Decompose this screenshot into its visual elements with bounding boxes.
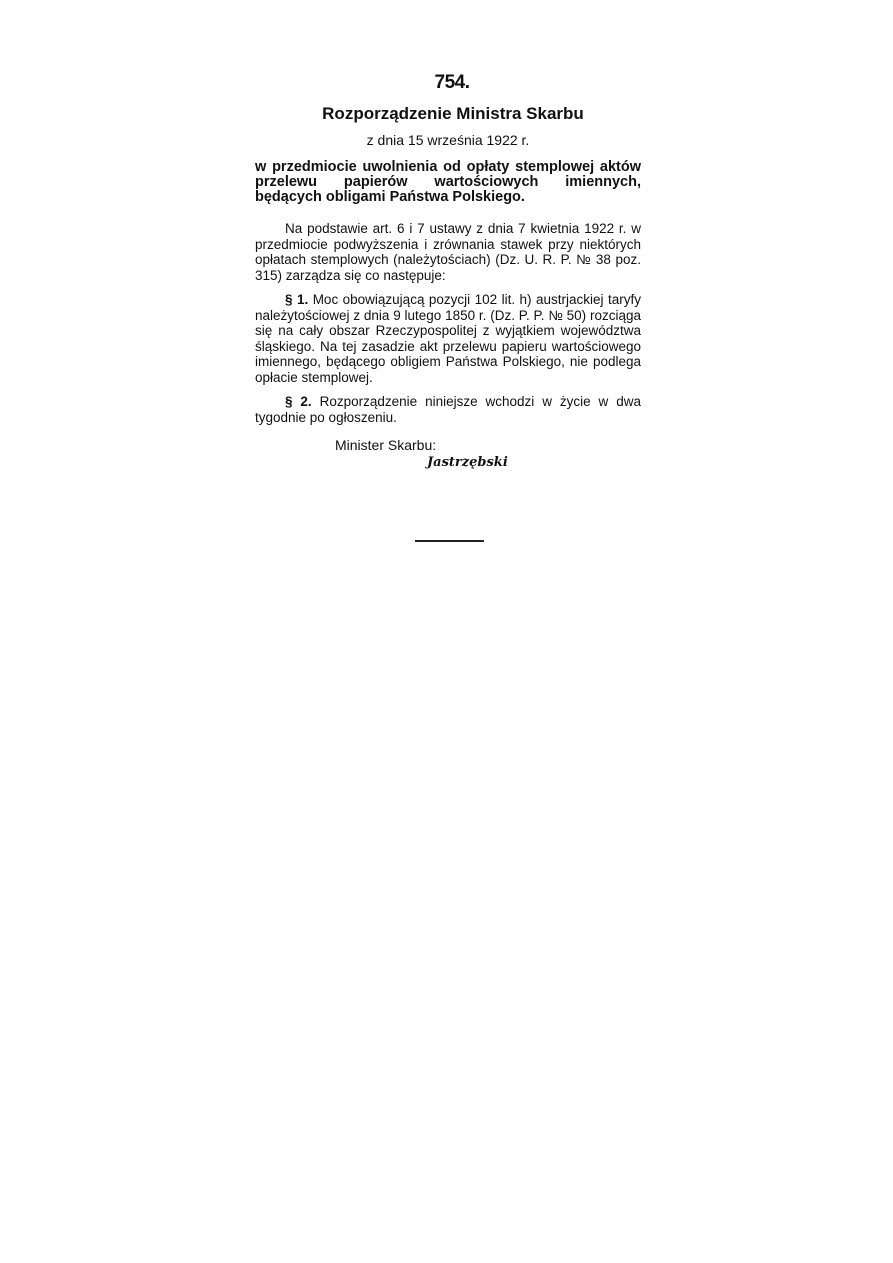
document-date: z dnia 15 września 1922 r. xyxy=(366,132,530,148)
section-2-text: Rozporządzenie niniejsze wchodzi w życie w dwa tygodnie po ogłoszeniu. xyxy=(255,394,641,425)
section-2-paragraph xyxy=(255,394,641,425)
section-2-label: § 2. xyxy=(285,394,312,409)
section-1-paragraph xyxy=(255,292,641,385)
section-1-label: § 1. xyxy=(285,292,309,307)
document-subject: w przedmiocie uwolnienia od opłaty stemplowej aktów przelewu papierów wartościowych imiennych, będących obligami Państwa Polskiego. xyxy=(255,159,641,205)
preamble-paragraph: Na podstawie art. 6 i 7 ustawy z dnia 7 kwietnia 1922 r. w przedmiocie podwyższenia i zrównania stawek przy niektórych opłatach stemplowych (należytościach) (Dz. U. R. P. № 38 poz. 315) zarządza się co następuje: xyxy=(255,221,641,283)
end-divider xyxy=(415,540,484,542)
document-title: Rozporządzenie Ministra Skarbu xyxy=(322,104,584,123)
signatory-name: Jastrzębski xyxy=(427,455,508,470)
signatory-role: Minister Skarbu: xyxy=(335,437,437,453)
document-page xyxy=(255,72,641,470)
section-1-text: Moc obowiązującą pozycji 102 lit. h) austrjackiej taryfy należytościowej z dnia 9 lutego 1850 r. (Dz. P. P. № 50) rozciąga się na cały obszar Rzeczypospolitej z wyjątkiem województwa śląskiego. Na tej zasadzie akt przelewu papieru wartościowego imiennego, będącego obligiem Państwa Polskiego, nie podlega opłacie stemplowej. xyxy=(255,292,641,385)
page-number: 754. xyxy=(434,72,470,93)
